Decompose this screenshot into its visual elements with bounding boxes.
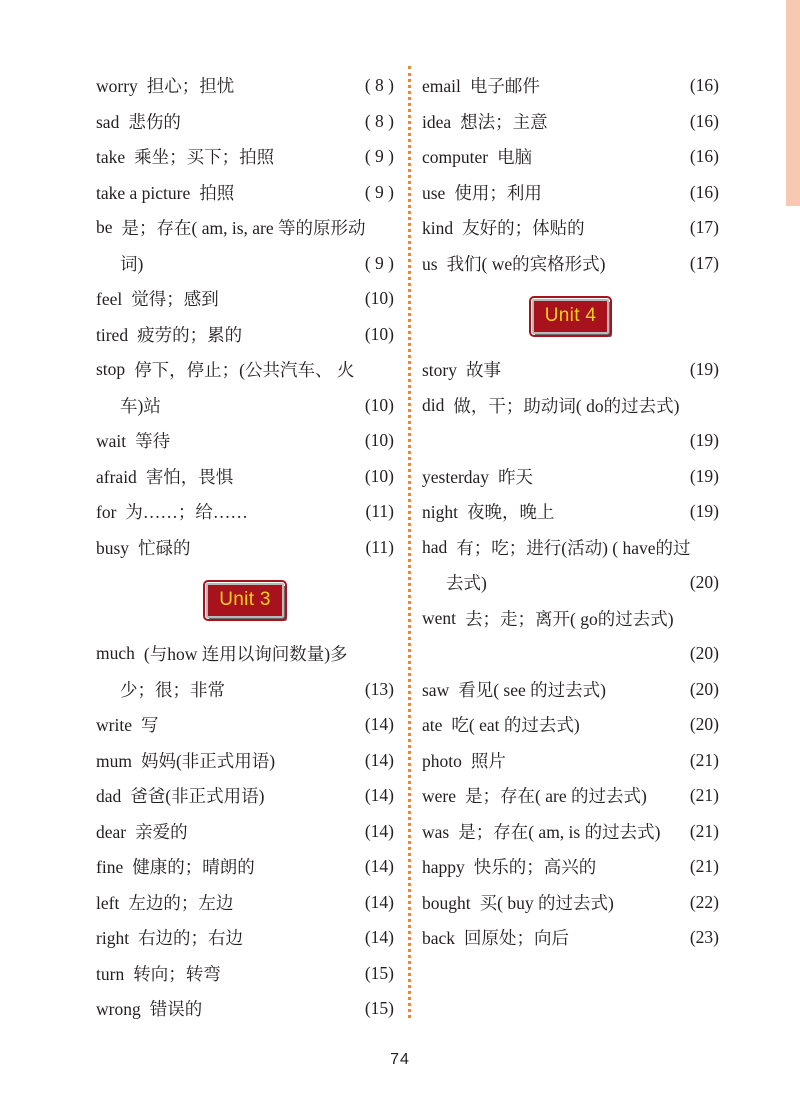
- entry-word: idea: [422, 111, 452, 132]
- entry-page-ref: (14): [364, 714, 394, 735]
- entry-line: [96, 210, 394, 246]
- vocab-entry: [96, 991, 394, 1027]
- entry-word: afraid: [96, 466, 137, 487]
- vocab-entry: [422, 68, 719, 104]
- entry-meaning: 友好的；体贴的: [462, 218, 585, 239]
- entry-meaning: 是；存在( are 的过去式): [465, 786, 647, 807]
- entry-word: kind: [422, 218, 454, 239]
- entry-word: write: [96, 715, 132, 736]
- entry-page-ref: (14): [364, 856, 394, 877]
- entry-word: sad: [96, 111, 120, 132]
- entry-page-ref: (20): [689, 714, 719, 735]
- entry-meaning: 去；走；离开( go的过去式): [465, 608, 674, 629]
- entry-line: [96, 246, 394, 282]
- right-group-3: [422, 672, 719, 956]
- entry-meaning: 是；存在( am, is, are 等的原形动: [121, 218, 366, 239]
- left-group-2: [96, 281, 394, 352]
- entry-meaning-cont: 去式): [446, 573, 487, 594]
- vocab-entry: [96, 317, 394, 353]
- entry-page-ref: (21): [689, 749, 719, 770]
- vocab-entry-had: [422, 530, 719, 601]
- entry-meaning: 害怕，畏惧: [145, 466, 234, 487]
- entry-page-ref: (11): [365, 501, 394, 522]
- vocab-entry-be: [96, 210, 394, 281]
- vocab-entry: [422, 459, 719, 495]
- entry-page-ref: (15): [364, 962, 394, 983]
- entry-meaning: 有；吃；进行(活动) ( have的过: [456, 537, 691, 558]
- vocab-entry: [96, 104, 394, 140]
- entry-line: [96, 388, 394, 424]
- entry-page-ref: (11): [365, 536, 394, 557]
- entry-word: for: [96, 502, 117, 523]
- entry-word: dad: [96, 786, 122, 807]
- entry-meaning: 停下，停止；(公共汽车、 火: [134, 360, 355, 381]
- entry-page-ref: (14): [364, 820, 394, 841]
- entry-word: stop: [96, 359, 126, 380]
- entry-word: bought: [422, 892, 471, 913]
- entry-page-ref: (19): [689, 430, 719, 451]
- entry-meaning: 转向；转弯: [133, 963, 221, 984]
- entry-word: wait: [96, 431, 127, 452]
- entry-page-ref: ( 8 ): [364, 75, 394, 96]
- entry-line: [422, 636, 719, 672]
- entry-line: [96, 352, 394, 388]
- vocab-entry: [422, 246, 719, 282]
- entry-meaning: 回原处；向后: [464, 928, 570, 949]
- vocab-entry: [422, 778, 719, 814]
- page-number: 74: [390, 1051, 410, 1068]
- entry-page-ref: (19): [689, 359, 719, 380]
- vocab-entry: [96, 920, 394, 956]
- entry-page-ref: (16): [689, 181, 719, 202]
- vocab-entry: [96, 459, 394, 495]
- entry-word: computer: [422, 147, 489, 168]
- unit-4-badge: Unit 4: [532, 299, 609, 334]
- vocab-entry: [96, 778, 394, 814]
- vocab-entry: [96, 956, 394, 992]
- vocab-entry: [422, 849, 719, 885]
- entry-page-ref: (14): [364, 785, 394, 806]
- unit-heading-row: [422, 281, 719, 352]
- entry-word: story: [422, 360, 457, 381]
- entry-word: tired: [96, 324, 129, 345]
- entry-meaning: 快乐的；高兴的: [473, 857, 597, 878]
- entry-page-ref: (10): [364, 465, 394, 486]
- vocab-entry: [422, 885, 719, 921]
- entry-word: turn: [96, 963, 125, 984]
- vocab-entry: [96, 849, 394, 885]
- entry-meaning: 买( buy 的过去式): [479, 892, 614, 913]
- entry-word: much: [96, 643, 135, 664]
- entry-word: use: [422, 182, 446, 203]
- vocab-entry: [422, 743, 719, 779]
- entry-meaning: 夜晚，晚上: [466, 502, 555, 523]
- vocab-entry-went: [422, 601, 719, 672]
- entry-page-ref: (14): [364, 891, 394, 912]
- entry-meaning: 电脑: [497, 147, 533, 168]
- entry-word: went: [422, 607, 457, 628]
- entry-word: was: [422, 821, 450, 842]
- vocab-entry: [422, 920, 719, 956]
- entry-word: happy: [422, 857, 465, 878]
- vocab-entry-stop: [96, 352, 394, 423]
- entry-word: night: [422, 502, 458, 523]
- entry-line: [422, 423, 719, 459]
- vocab-entry: [422, 104, 719, 140]
- entry-page-ref: (15): [364, 998, 394, 1019]
- entry-word: dear: [96, 821, 127, 842]
- vocab-entry: [422, 814, 719, 850]
- vocab-entry: [96, 68, 394, 104]
- right-column: [422, 68, 719, 956]
- entry-word: feel: [96, 289, 123, 310]
- entry-meaning: 拍照: [199, 182, 235, 203]
- entry-page-ref: (23): [689, 927, 719, 948]
- vocab-entry: [96, 707, 394, 743]
- vocab-entry: [422, 494, 719, 530]
- entry-word: had: [422, 536, 448, 557]
- entry-meaning: 爸爸(非正式用语): [130, 786, 265, 807]
- entry-meaning: 我们( we的宾格形式): [446, 253, 606, 274]
- vocab-entry: [96, 281, 394, 317]
- entry-word: be: [96, 217, 113, 238]
- vocab-entry: [422, 672, 719, 708]
- entry-meaning: 等待: [135, 431, 171, 452]
- entry-page-ref: (21): [689, 785, 719, 806]
- entry-word: did: [422, 394, 445, 415]
- entry-page-ref: (17): [689, 217, 719, 238]
- entry-meaning: 健康的；晴朗的: [132, 857, 255, 878]
- entry-word: wrong: [96, 999, 141, 1020]
- entry-page-ref: (19): [689, 465, 719, 486]
- entry-meaning: 乘坐；买下；拍照: [134, 147, 275, 168]
- entry-meaning: 是；存在( am, is 的过去式): [458, 821, 661, 842]
- entry-line: [96, 636, 394, 672]
- entry-word: back: [422, 928, 456, 949]
- vocab-entry: [422, 139, 719, 175]
- left-column: [96, 68, 394, 1027]
- entry-page-ref: (17): [689, 252, 719, 273]
- entry-meaning: 觉得；感到: [131, 289, 219, 310]
- entry-meaning: (与how 连用以询问数量)多: [143, 644, 348, 665]
- entry-word: mum: [96, 750, 132, 771]
- entry-meaning: 电子邮件: [469, 76, 540, 97]
- right-group-1: [422, 68, 719, 281]
- entry-page-ref: (10): [364, 394, 394, 415]
- entry-word: yesterday: [422, 466, 490, 487]
- entry-page-ref: ( 9 ): [364, 252, 394, 273]
- vocab-entry-much: [96, 636, 394, 707]
- vocab-entry: [422, 175, 719, 211]
- entry-word: us: [422, 253, 438, 274]
- vocab-entry: [422, 210, 719, 246]
- entry-meaning: 左边的；左边: [128, 892, 234, 913]
- entry-word: ate: [422, 715, 443, 736]
- entry-page-ref: (13): [364, 678, 394, 699]
- entry-meaning-cont: 车)站: [120, 395, 161, 416]
- entry-page-ref: ( 8 ): [364, 110, 394, 131]
- entry-word: saw: [422, 679, 450, 700]
- vocab-entry: [96, 885, 394, 921]
- entry-meaning: 写: [140, 715, 159, 736]
- entry-line: [422, 565, 719, 601]
- entry-page-ref: (21): [689, 856, 719, 877]
- vocab-entry: [96, 743, 394, 779]
- entry-meaning: 担心；担忧: [146, 76, 235, 97]
- vocab-entry: [96, 175, 394, 211]
- unit-heading-row: [96, 565, 394, 636]
- vocab-entry: [96, 494, 394, 530]
- vocab-entry: [422, 707, 719, 743]
- entry-word: were: [422, 786, 457, 807]
- entry-page-ref: (10): [364, 430, 394, 451]
- entry-page-ref: (20): [689, 572, 719, 593]
- vocab-entry: [96, 814, 394, 850]
- entry-meaning: 右边的；右边: [138, 928, 244, 949]
- entry-meaning: 使用；利用: [454, 182, 542, 203]
- entry-line: [96, 672, 394, 708]
- vocab-entry-did: [422, 388, 719, 459]
- entry-page-ref: (14): [364, 927, 394, 948]
- entry-page-ref: (22): [689, 891, 719, 912]
- entry-page-ref: (10): [364, 288, 394, 309]
- entry-meaning: 忙碌的: [138, 537, 191, 558]
- entry-meaning: 看见( see 的过去式): [458, 679, 606, 700]
- column-divider: [408, 66, 411, 1018]
- entry-page-ref: (20): [689, 643, 719, 664]
- entry-word: take: [96, 147, 126, 168]
- entry-meaning: 亲爱的: [135, 821, 188, 842]
- vocab-entry: [96, 139, 394, 175]
- entry-meaning: 悲伤的: [128, 111, 181, 132]
- entry-word: left: [96, 892, 120, 913]
- vocab-entry: [96, 423, 394, 459]
- entry-meaning: 吃( eat 的过去式): [451, 715, 580, 736]
- entry-page-ref: (19): [689, 501, 719, 522]
- entry-meaning-cont: 词): [120, 253, 144, 274]
- unit-3-badge: Unit 3: [206, 583, 283, 618]
- entry-word: right: [96, 928, 130, 949]
- entry-page-ref: ( 9 ): [364, 146, 394, 167]
- left-group-4: [96, 707, 394, 1027]
- entry-word: busy: [96, 537, 130, 558]
- entry-line: [422, 530, 719, 566]
- entry-page-ref: (14): [364, 749, 394, 770]
- entry-meaning: 做，干；助动词( do的过去式): [453, 395, 680, 416]
- entry-meaning: 想法；主意: [460, 111, 548, 132]
- entry-word: fine: [96, 857, 124, 878]
- entry-meaning: 疲劳的；累的: [137, 324, 243, 345]
- entry-page-ref: ( 9 ): [364, 181, 394, 202]
- left-group-1: [96, 68, 394, 210]
- entry-word: worry: [96, 76, 138, 97]
- entry-word: photo: [422, 750, 462, 771]
- left-group-3: [96, 423, 394, 565]
- entry-meaning: 为……；给……: [125, 502, 248, 523]
- entry-page-ref: (21): [689, 820, 719, 841]
- entry-meaning-cont: 少；很；非常: [120, 679, 225, 700]
- entry-meaning: 故事: [466, 360, 501, 381]
- side-tab-marker: [786, 0, 800, 206]
- entry-page-ref: (16): [689, 146, 719, 167]
- right-group-2: [422, 459, 719, 530]
- entry-meaning: 妈妈(非正式用语): [140, 750, 276, 771]
- entry-page-ref: (20): [689, 678, 719, 699]
- entry-meaning: 照片: [470, 750, 506, 771]
- entry-meaning: 昨天: [498, 466, 534, 487]
- vocab-entry: [422, 352, 719, 388]
- entry-page-ref: (10): [364, 323, 394, 344]
- entry-word: take a picture: [96, 182, 191, 203]
- vocab-entry: [96, 530, 394, 566]
- entry-page-ref: (16): [689, 110, 719, 131]
- entry-word: email: [422, 76, 461, 97]
- entry-line: [422, 388, 719, 424]
- entry-page-ref: (16): [689, 75, 719, 96]
- entry-line: [422, 601, 719, 637]
- entry-meaning: 错误的: [149, 999, 203, 1020]
